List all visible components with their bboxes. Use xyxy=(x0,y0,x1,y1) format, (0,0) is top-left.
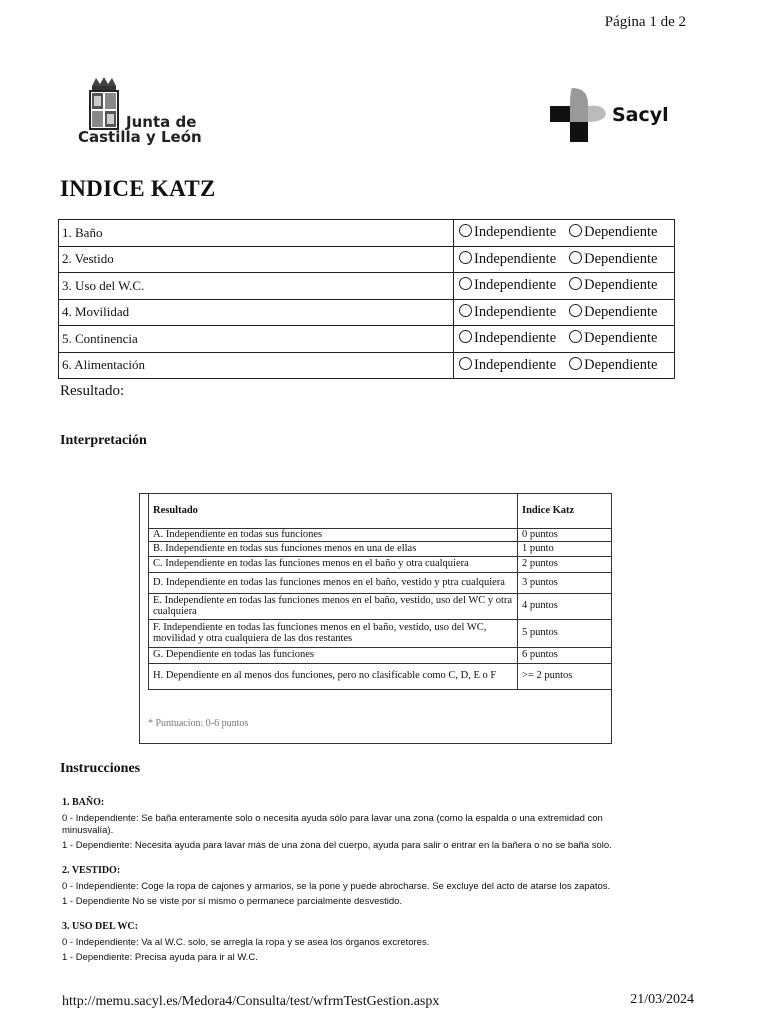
sacyl-logo xyxy=(548,86,678,144)
radio-dependent[interactable] xyxy=(569,330,582,343)
interpretation-row xyxy=(149,647,612,663)
radio-independent[interactable] xyxy=(459,251,472,264)
option-dependent-label: Dependiente xyxy=(584,330,658,347)
radio-independent[interactable] xyxy=(459,357,472,370)
interpretation-points: 0 puntos xyxy=(518,529,612,542)
interpretation-desc: E. Independiente en todas las funciones menos en el baño, vestido, uso del WC y otra cualquiera xyxy=(149,593,518,619)
interpretation-desc: H. Dependiente en al menos dos funciones, pero no clasificable como C, D, E o F xyxy=(149,663,518,689)
katz-activities-table xyxy=(58,219,675,379)
instruction-section-title: 3. USO DEL WC: xyxy=(62,921,138,932)
interpretation-row xyxy=(149,619,612,647)
option-independent-label: Independiente xyxy=(474,250,557,267)
interpretation-row xyxy=(149,541,612,556)
interpretation-desc: F. Independiente en todas las funciones menos en el baño, vestido, uso del WC, movilidad y otra cualquiera de las dos restantes xyxy=(149,619,518,647)
option-dependent-label: Dependiente xyxy=(584,250,658,267)
interpretation-table xyxy=(148,494,611,690)
interpretation-heading: Interpretación xyxy=(60,433,147,448)
instruction-line: 0 - Independiente: Coge la ropa de cajones y armarios, se la pone y puede abrocharse. Se excluye del acto de atarse los zapatos. xyxy=(62,881,611,892)
jcyl-logo xyxy=(78,76,218,148)
activity-label: 3. Uso del W.C. xyxy=(59,273,454,300)
radio-independent[interactable] xyxy=(459,224,472,237)
coat-of-arms-icon xyxy=(84,76,124,134)
interpretation-header-row xyxy=(149,494,612,529)
option-independent-label: Independiente xyxy=(474,277,557,294)
activity-label: 4. Movilidad xyxy=(59,299,454,326)
interpretation-points: 5 puntos xyxy=(518,619,612,647)
activity-label: 2. Vestido xyxy=(59,246,454,273)
sacyl-logo-text: Sacyl xyxy=(612,104,669,126)
col-header-result: Resultado xyxy=(149,494,518,529)
activity-options xyxy=(454,326,675,353)
instruction-section-title: 2. VESTIDO: xyxy=(62,865,121,876)
radio-dependent[interactable] xyxy=(569,224,582,237)
activity-row xyxy=(59,220,675,247)
interpretation-desc: C. Independiente en todas las funciones menos en el baño y otra cualquiera xyxy=(149,556,518,572)
option-independent-label: Independiente xyxy=(474,303,557,320)
activity-label: 6. Alimentación xyxy=(59,352,454,379)
radio-independent[interactable] xyxy=(459,330,472,343)
interpretation-desc: B. Independiente en todas sus funciones menos en una de ellas xyxy=(149,541,518,556)
instruction-section-title: 1. BAÑO: xyxy=(62,797,105,808)
jcyl-logo-line1: Junta de xyxy=(126,113,197,131)
activity-row xyxy=(59,299,675,326)
interpretation-row xyxy=(149,593,612,619)
col-header-index: Indice Katz xyxy=(518,494,612,529)
activity-label: 1. Baño xyxy=(59,220,454,247)
activity-options xyxy=(454,220,675,247)
interpretation-points: 6 puntos xyxy=(518,647,612,663)
radio-dependent[interactable] xyxy=(569,251,582,264)
interpretation-desc: G. Dependiente en todas las funciones xyxy=(149,647,518,663)
radio-dependent[interactable] xyxy=(569,357,582,370)
radio-independent[interactable] xyxy=(459,277,472,290)
page-number: Página 1 de 2 xyxy=(604,14,686,30)
instruction-line: 1 - Dependiente No se viste por sí mismo o permanece parcialmente desvestido. xyxy=(62,896,403,907)
jcyl-logo-line2: Castilla y León xyxy=(78,128,202,146)
activity-row xyxy=(59,273,675,300)
result-label: Resultado: xyxy=(60,383,125,399)
scoring-note: * Puntuacion: 0-6 puntos xyxy=(148,718,249,729)
option-dependent-label: Dependiente xyxy=(584,224,658,241)
option-independent-label: Independiente xyxy=(474,224,557,241)
activity-row xyxy=(59,246,675,273)
interpretation-points: 4 puntos xyxy=(518,593,612,619)
instruction-line: 0 - Independiente: Se baña enteramente solo o necesita ayuda sólo para lavar una zona (como la espalda o una extremidad con minusvalía). xyxy=(62,813,603,836)
radio-dependent[interactable] xyxy=(569,304,582,317)
interpretation-points: 2 puntos xyxy=(518,556,612,572)
radio-independent[interactable] xyxy=(459,304,472,317)
interpretation-desc: D. Independiente en todas las funciones menos en el baño, vestido y ptra cualquiera xyxy=(149,572,518,593)
option-independent-label: Independiente xyxy=(474,330,557,347)
interpretation-row xyxy=(149,572,612,593)
interpretation-row xyxy=(149,556,612,572)
option-independent-label: Independiente xyxy=(474,356,557,373)
interpretation-points: 1 punto xyxy=(518,541,612,556)
interpretation-desc: A. Independiente en todas sus funciones xyxy=(149,529,518,542)
instructions-heading: Instrucciones xyxy=(60,761,141,776)
radio-dependent[interactable] xyxy=(569,277,582,290)
instruction-line: 1 - Dependiente: Precisa ayuda para ir al W.C. xyxy=(62,952,258,963)
sacyl-cross-icon xyxy=(548,86,608,144)
footer-url: http://memu.sacyl.es/Medora4/Consulta/test/wfrmTestGestion.aspx xyxy=(62,994,440,1009)
activity-row xyxy=(59,352,675,379)
interpretation-row xyxy=(149,529,612,542)
footer-date: 21/03/2024 xyxy=(630,992,694,1007)
activity-options xyxy=(454,246,675,273)
activity-options xyxy=(454,299,675,326)
option-dependent-label: Dependiente xyxy=(584,303,658,320)
interpretation-row xyxy=(149,663,612,689)
instruction-line: 0 - Independiente: Va al W.C. solo, se arregla la ropa y se asea los órganos excretores. xyxy=(62,937,430,948)
activity-row xyxy=(59,326,675,353)
interpretation-points: >= 2 puntos xyxy=(518,663,612,689)
interpretation-box xyxy=(139,493,612,744)
option-dependent-label: Dependiente xyxy=(584,356,658,373)
activity-label: 5. Continencia xyxy=(59,326,454,353)
activity-options xyxy=(454,273,675,300)
activity-options xyxy=(454,352,675,379)
instruction-line: 1 - Dependiente: Necesita ayuda para lavar más de una zona del cuerpo, ayuda para salir o entrar en la bañera o no se baña solo. xyxy=(62,840,612,851)
document-title: INDICE KATZ xyxy=(60,176,216,201)
interpretation-points: 3 puntos xyxy=(518,572,612,593)
option-dependent-label: Dependiente xyxy=(584,277,658,294)
